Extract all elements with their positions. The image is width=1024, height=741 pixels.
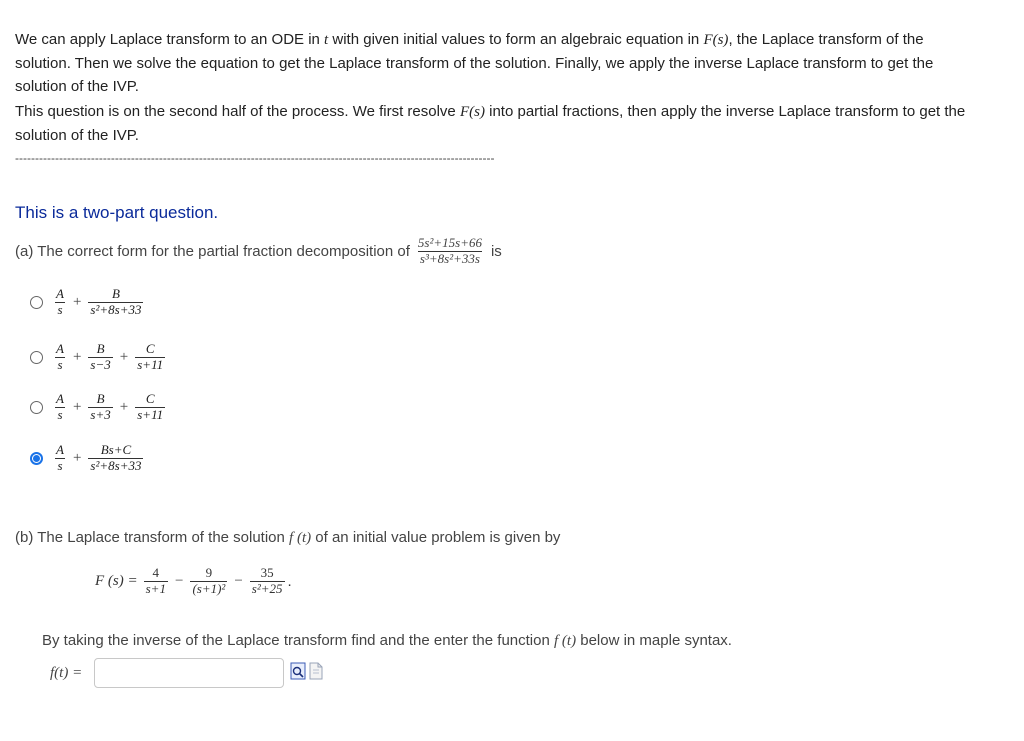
- intro-paragraph-1: We can apply Laplace transform to an ODE in t with given initial values to form an algebraic equation in F(s), the Laplace transform of the solution. Then we solve the equation to get the Laplace transform of the solution. Finally, we apply the inverse Laplace transform to get the solution of the IVP.: [15, 31, 934, 95]
- intro-paragraph-2: This question is on the second half of the process. We first resolve F(s) into partial fractions, then apply the inverse Laplace transform to get the solution of the IVP.: [15, 103, 966, 144]
- option-1[interactable]: $\frac{A}{s}$ + $\frac{B}{\text{s²+8s+33}}$: [30, 287, 146, 318]
- option-3[interactable]: $\frac{A}{s}$ + $\frac{B}{s+3}$ + $\frac{C}{s+11}$: [30, 392, 168, 423]
- part-b-prompt: (b) The Laplace transform of the solution f (t) of an initial value problem is given by: [15, 529, 561, 546]
- option-3-radio[interactable]: [30, 401, 43, 414]
- answer-row: [50, 658, 323, 688]
- laplace-expression: F (s) = $\frac{4}{s+1}$ − $\frac{9}{\text{(s+1)²}}$ − $\frac{35}{\text{s²+25}}$ .: [95, 565, 292, 596]
- answer-label: f(t) =: [50, 664, 83, 681]
- part-b-instructions: By taking the inverse of the Laplace transform find and the enter the function f (t) below in maple syntax.: [42, 632, 732, 649]
- answer-input[interactable]: [94, 658, 284, 688]
- option-2[interactable]: $\frac{A}{s}$ + $\frac{B}{s-3}$ + $\frac{C}{s+11}$: [30, 342, 168, 373]
- two-part-heading: This is a two-part question.: [15, 203, 219, 222]
- option-1-radio[interactable]: [30, 296, 43, 309]
- help-document-icon[interactable]: [309, 662, 323, 684]
- option-4[interactable]: $\frac{A}{s}$ + $\frac{Bs+C}{\text{s²+8s+33}}$: [30, 443, 146, 474]
- option-2-radio[interactable]: [30, 351, 43, 364]
- option-4-radio[interactable]: [30, 452, 43, 465]
- dashed-divider: ------------------------------------------------------------------------------------------------------------------------: [15, 151, 495, 165]
- equation-preview-icon[interactable]: [290, 662, 306, 684]
- target-fraction: $\frac{\text{5s²+15s+66}}{\text{s³+8s²+33s}}$: [417, 235, 482, 266]
- part-a-prompt: (a) The correct form for the partial fraction decomposition of $\frac{\text{5s²+15s+66}}{\text{s³+8s²+33s}}$ is: [15, 235, 502, 266]
